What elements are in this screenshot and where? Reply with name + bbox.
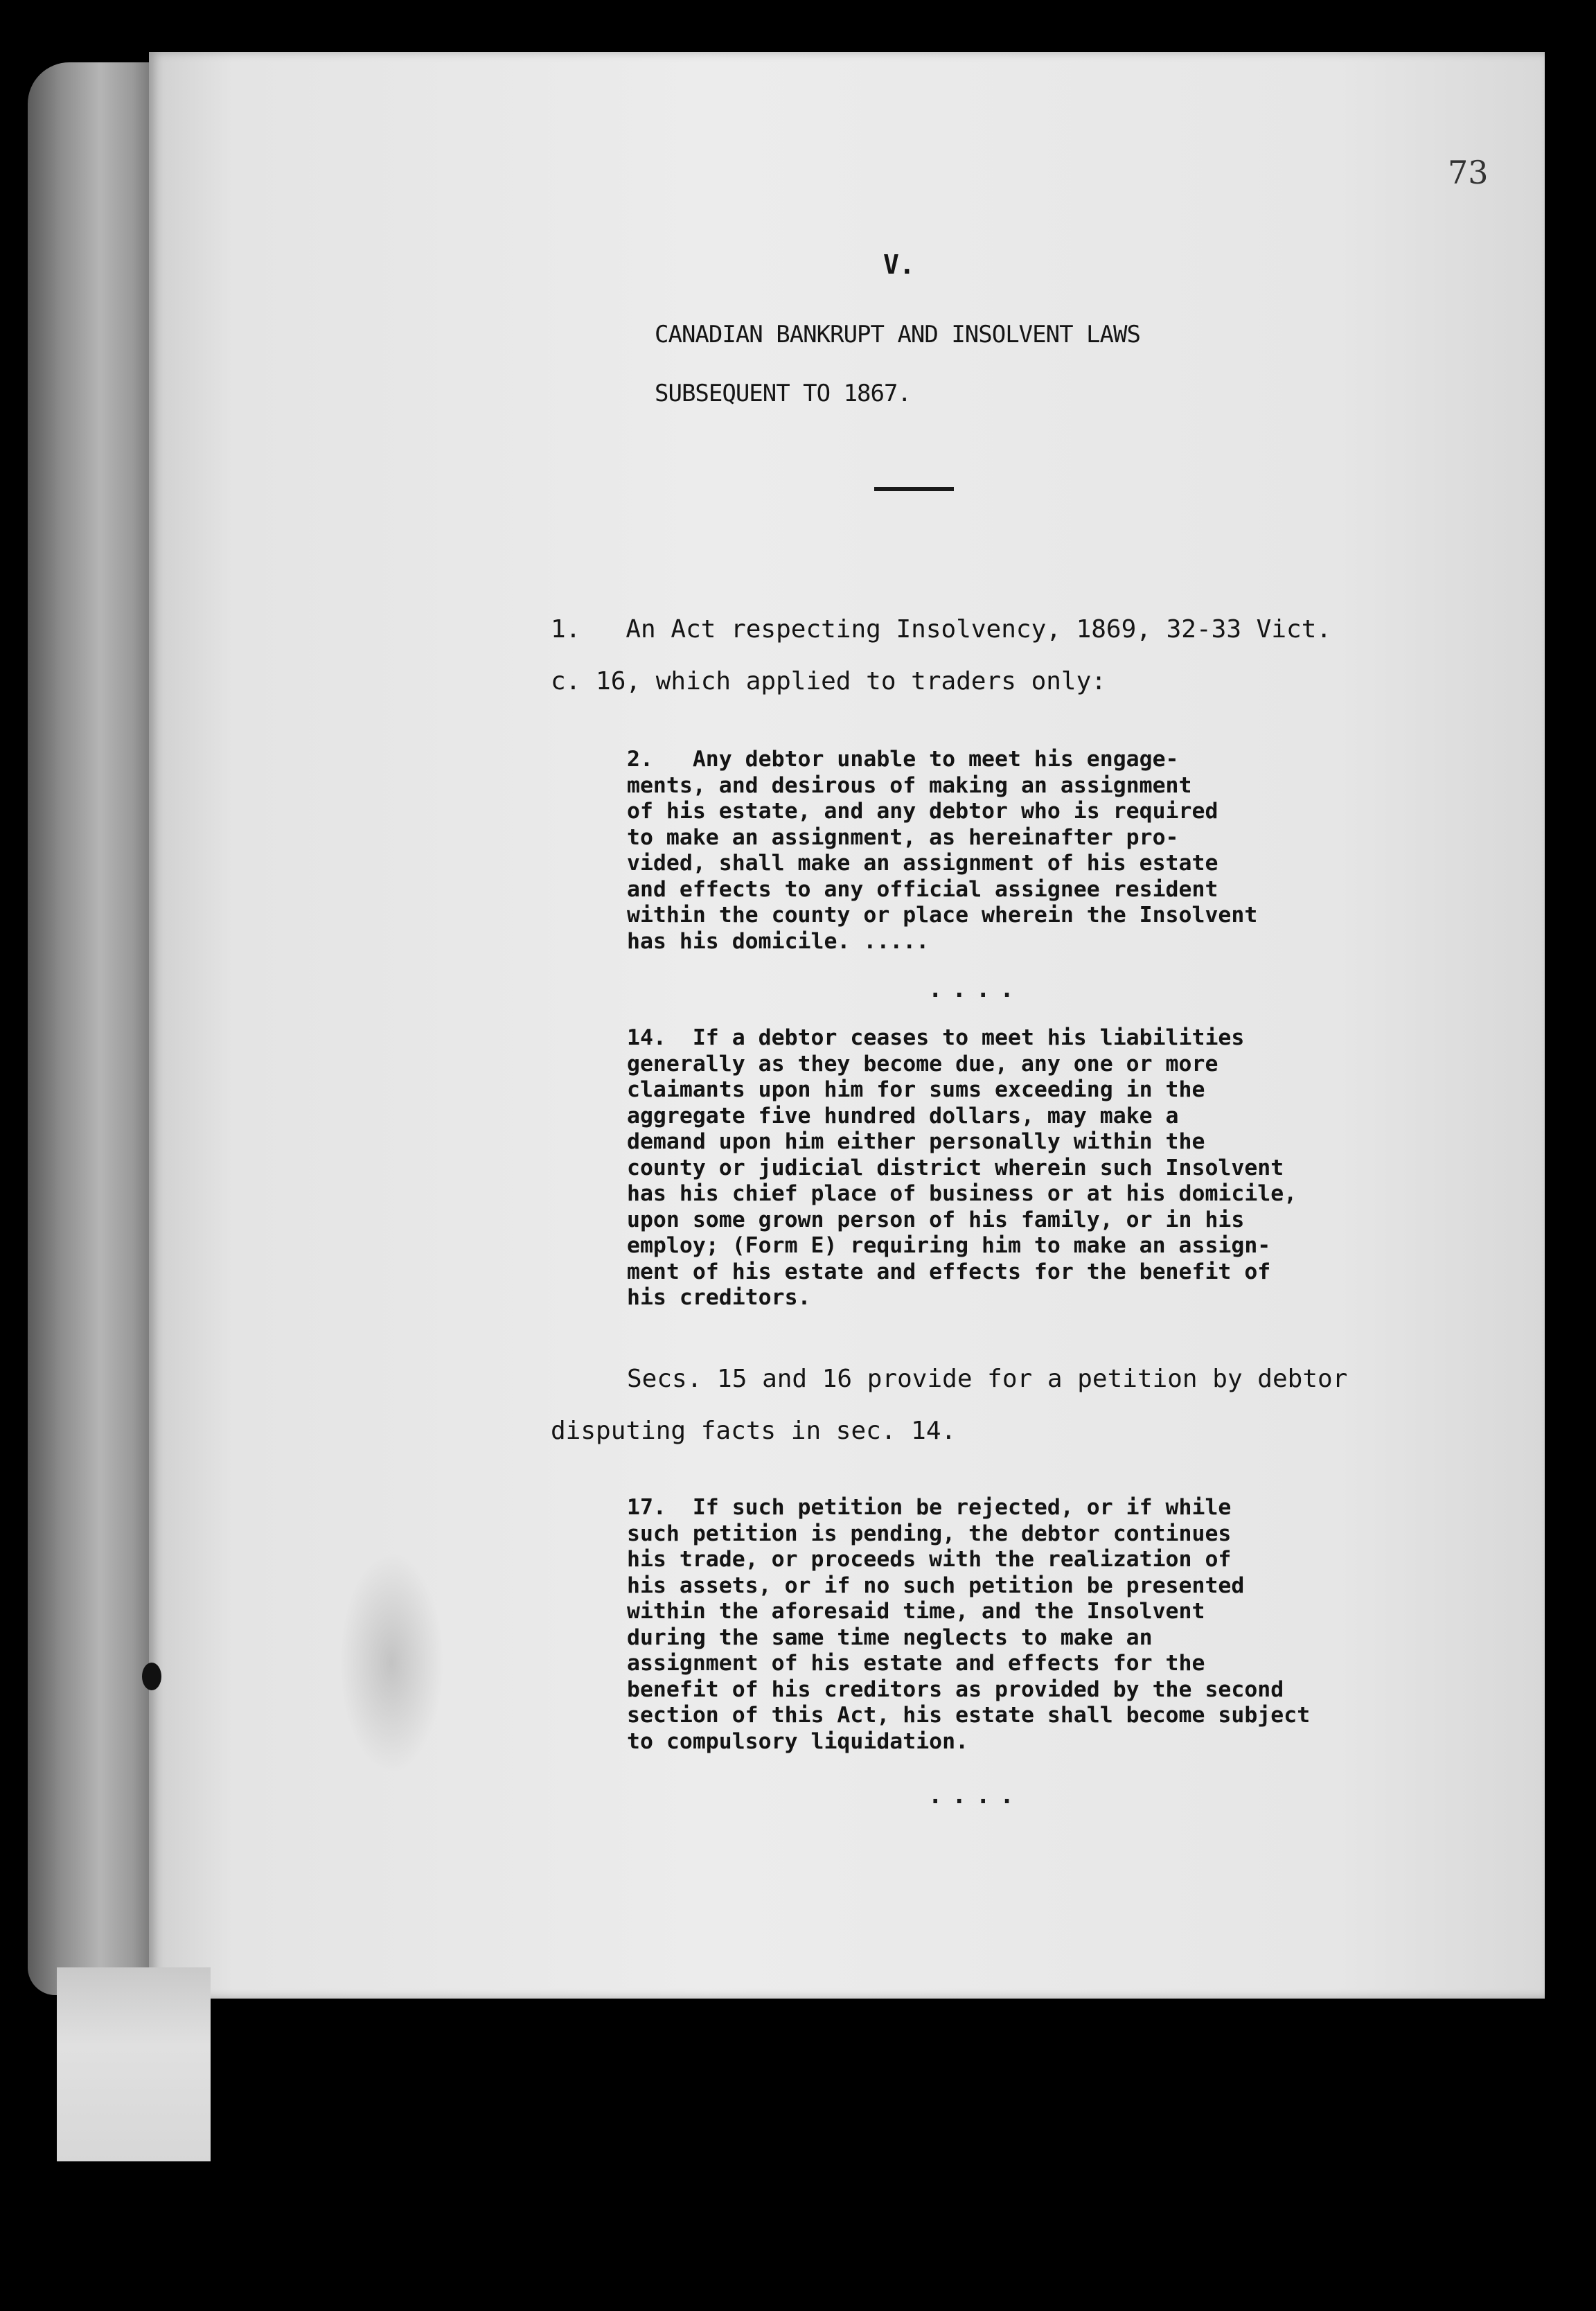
section-14-quote: 14. If a debtor ceases to meet his liabilities generally as they become due, any one or more claimants upon him for sums exceeding in the aggregate five hundred dollars, may make a demand upon him either personally within the county or judicial district wherein such Insolvent has his chief place of business or at his domicile, upon some grown person of his family, or in his employ; (Form E) requiring him to make an assign- ment of his estate and effects for the benefit of his creditors. bbox=[627, 1025, 1297, 1310]
title-line-1: CANADIAN BANKRUPT AND INSOLVENT LAWS bbox=[655, 321, 1140, 348]
secs-note-line-1: Secs. 15 and 16 provide for a petition by debtor bbox=[627, 1365, 1348, 1393]
paper-slip bbox=[57, 1967, 211, 2161]
secs-note-line-2: disputing facts in sec. 14. bbox=[551, 1417, 957, 1445]
title-divider bbox=[874, 487, 954, 491]
ellipsis-2: .... bbox=[928, 1782, 1024, 1809]
intro-line-1: 1. An Act respecting Insolvency, 1869, 32-33 Vict. bbox=[551, 615, 1332, 644]
book-spine bbox=[28, 62, 159, 1995]
chapter-heading: V. bbox=[883, 249, 915, 280]
page-smudge bbox=[339, 1552, 443, 1773]
section-17-quote: 17. If such petition be rejected, or if while such petition is pending, the debtor continues his trade, or proceeds with the realization of his assets, or if no such petition be presented within the aforesaid time, and the Insolvent during the same time neglects to make an assignment of his estate and effects for the benefit of his creditors as provided by the second section of this Act, his estate shall become subject to compulsory liquidation. bbox=[627, 1495, 1311, 1754]
ellipsis-1: .... bbox=[928, 975, 1024, 1003]
title-line-2: SUBSEQUENT TO 1867. bbox=[655, 380, 911, 407]
binding-hole bbox=[142, 1663, 161, 1690]
intro-line-2: c. 16, which applied to traders only: bbox=[551, 667, 1106, 696]
page-number: 73 bbox=[1448, 154, 1489, 191]
section-2-quote: 2. Any debtor unable to meet his engage- ments, and desirous of making an assignment of his estate, and any debtor who is required to make an assignment, as hereinafter pro- vided, shall make an assignment of his estate and effects to any official assignee resident within the county or place wherein the Insolvent has his domicile. ..... bbox=[627, 747, 1258, 954]
